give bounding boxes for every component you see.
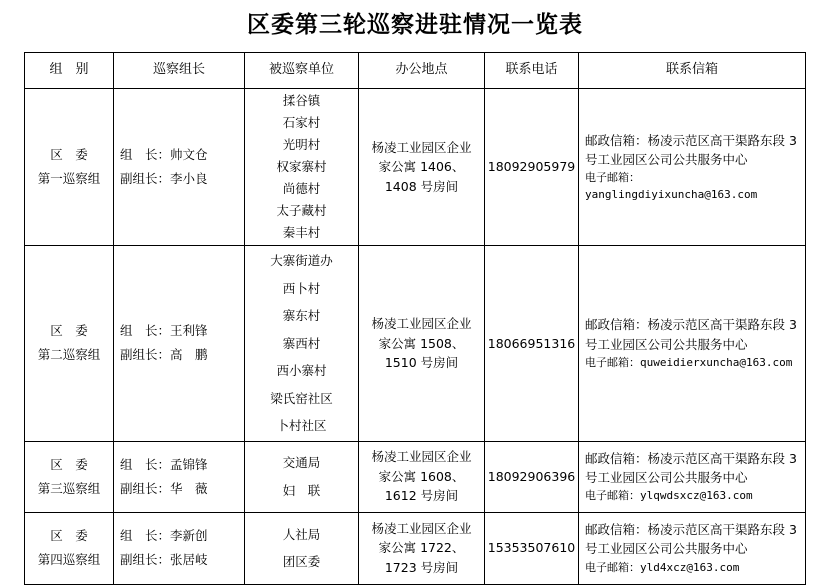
group-line: 第二巡察组	[37, 347, 101, 363]
group-line: 第一巡察组	[37, 171, 101, 186]
mailbox-cell	[579, 89, 806, 246]
unit-item: 秦丰村	[282, 225, 321, 240]
table-row	[25, 89, 806, 246]
group-line: 区 委	[50, 147, 88, 162]
office-cell: 杨凌工业园区企业家公寓 1722、1723 号房间	[359, 512, 485, 584]
leader-line: 组 长：帅文仓	[120, 147, 208, 162]
header-mailbox: 联系信箱	[579, 53, 806, 89]
units-cell	[245, 441, 359, 512]
unit-item: 太子藏村	[276, 203, 327, 218]
page-title: 区委第三轮巡察进驻情况一览表	[247, 11, 583, 38]
postal-address: 邮政信箱：杨凌示范区高干渠路东段 3 号工业园区公司公共服务中心	[585, 450, 797, 485]
leader-cell	[114, 89, 245, 246]
unit-item: 西小寨村	[276, 363, 327, 378]
leader-line: 副组长：华 薇	[120, 480, 208, 496]
office-cell: 杨凌工业园区企业家公寓 1608、1612 号房间	[359, 441, 485, 512]
unit-item: 卜村社区	[276, 418, 327, 433]
phone-cell: 18092906396	[485, 441, 579, 512]
units-cell	[245, 512, 359, 584]
header-office: 办公地点	[359, 53, 485, 89]
postal-address: 邮政信箱：杨凌示范区高干渠路东段 3 号工业园区公司公共服务中心	[585, 522, 797, 557]
unit-item: 揉谷镇	[282, 93, 321, 108]
group-cell	[25, 246, 114, 442]
unit-item: 光明村	[282, 137, 321, 152]
units-cell	[245, 89, 359, 246]
leader-line: 副组长：李小良	[120, 171, 208, 186]
header-row	[25, 53, 806, 89]
office-cell: 杨凌工业园区企业家公寓 1508、1510 号房间	[359, 246, 485, 442]
group-line: 区 委	[50, 456, 88, 472]
leader-line: 副组长：高 鹏	[120, 347, 208, 363]
group-cell	[25, 89, 114, 246]
leader-line: 组 长：孟锦锋	[120, 456, 208, 472]
mailbox-cell	[579, 246, 806, 442]
group-line: 第三巡察组	[37, 480, 101, 496]
email-address: 电子邮箱：quweidierxuncha@163.com	[585, 356, 793, 370]
header-unit: 被巡察单位	[245, 53, 359, 89]
table-row	[25, 246, 806, 442]
email-address: 电子邮箱：yanglingdiyixuncha@163.com	[585, 171, 758, 202]
group-cell	[25, 441, 114, 512]
unit-item: 梁氏窑社区	[270, 390, 333, 406]
table-row	[25, 512, 806, 584]
leader-cell	[114, 246, 245, 442]
header-group: 组 别	[25, 53, 114, 89]
units-cell	[245, 246, 359, 442]
unit-item: 石家村	[282, 115, 321, 130]
unit-item: 人社局	[282, 526, 321, 542]
mailbox-cell	[579, 441, 806, 512]
unit-item: 交通局	[282, 455, 321, 470]
phone-cell: 15353507610	[485, 512, 579, 584]
phone-cell: 18092905979	[485, 89, 579, 246]
postal-address: 邮政信箱：杨凌示范区高干渠路东段 3 号工业园区公司公共服务中心	[585, 132, 797, 167]
unit-item: 权家寨村	[276, 159, 327, 174]
office-cell: 杨凌工业园区企业家公寓 1406、1408 号房间	[359, 89, 485, 246]
email-address: 电子邮箱：yld4xcz@163.com	[585, 560, 740, 574]
inspection-table	[24, 52, 806, 585]
unit-item: 团区委	[282, 554, 321, 569]
table-row	[25, 441, 806, 512]
unit-item: 寨西村	[282, 335, 321, 351]
header-leader: 巡察组长	[114, 53, 245, 89]
phone-cell: 18066951316	[485, 246, 579, 442]
group-cell	[25, 512, 114, 584]
leader-line: 组 长：王利锋	[120, 323, 208, 339]
mailbox-cell	[579, 512, 806, 584]
unit-item: 西卜村	[282, 280, 321, 296]
group-line: 区 委	[50, 323, 88, 339]
leader-line: 组 长：李新创	[120, 528, 208, 543]
leader-line: 副组长：张居岐	[120, 552, 208, 567]
group-line: 第四巡察组	[37, 552, 101, 567]
leader-cell	[114, 441, 245, 512]
unit-item: 尚德村	[282, 181, 321, 196]
unit-item: 妇 联	[282, 482, 321, 498]
group-line: 区 委	[50, 528, 88, 543]
unit-item: 大寨街道办	[270, 253, 333, 268]
unit-item: 寨东村	[282, 308, 321, 323]
postal-address: 邮政信箱：杨凌示范区高干渠路东段 3 号工业园区公司公共服务中心	[585, 317, 797, 352]
leader-cell	[114, 512, 245, 584]
email-address: 电子邮箱：ylqwdsxcz@163.com	[585, 489, 753, 503]
header-phone: 联系电话	[485, 53, 579, 89]
